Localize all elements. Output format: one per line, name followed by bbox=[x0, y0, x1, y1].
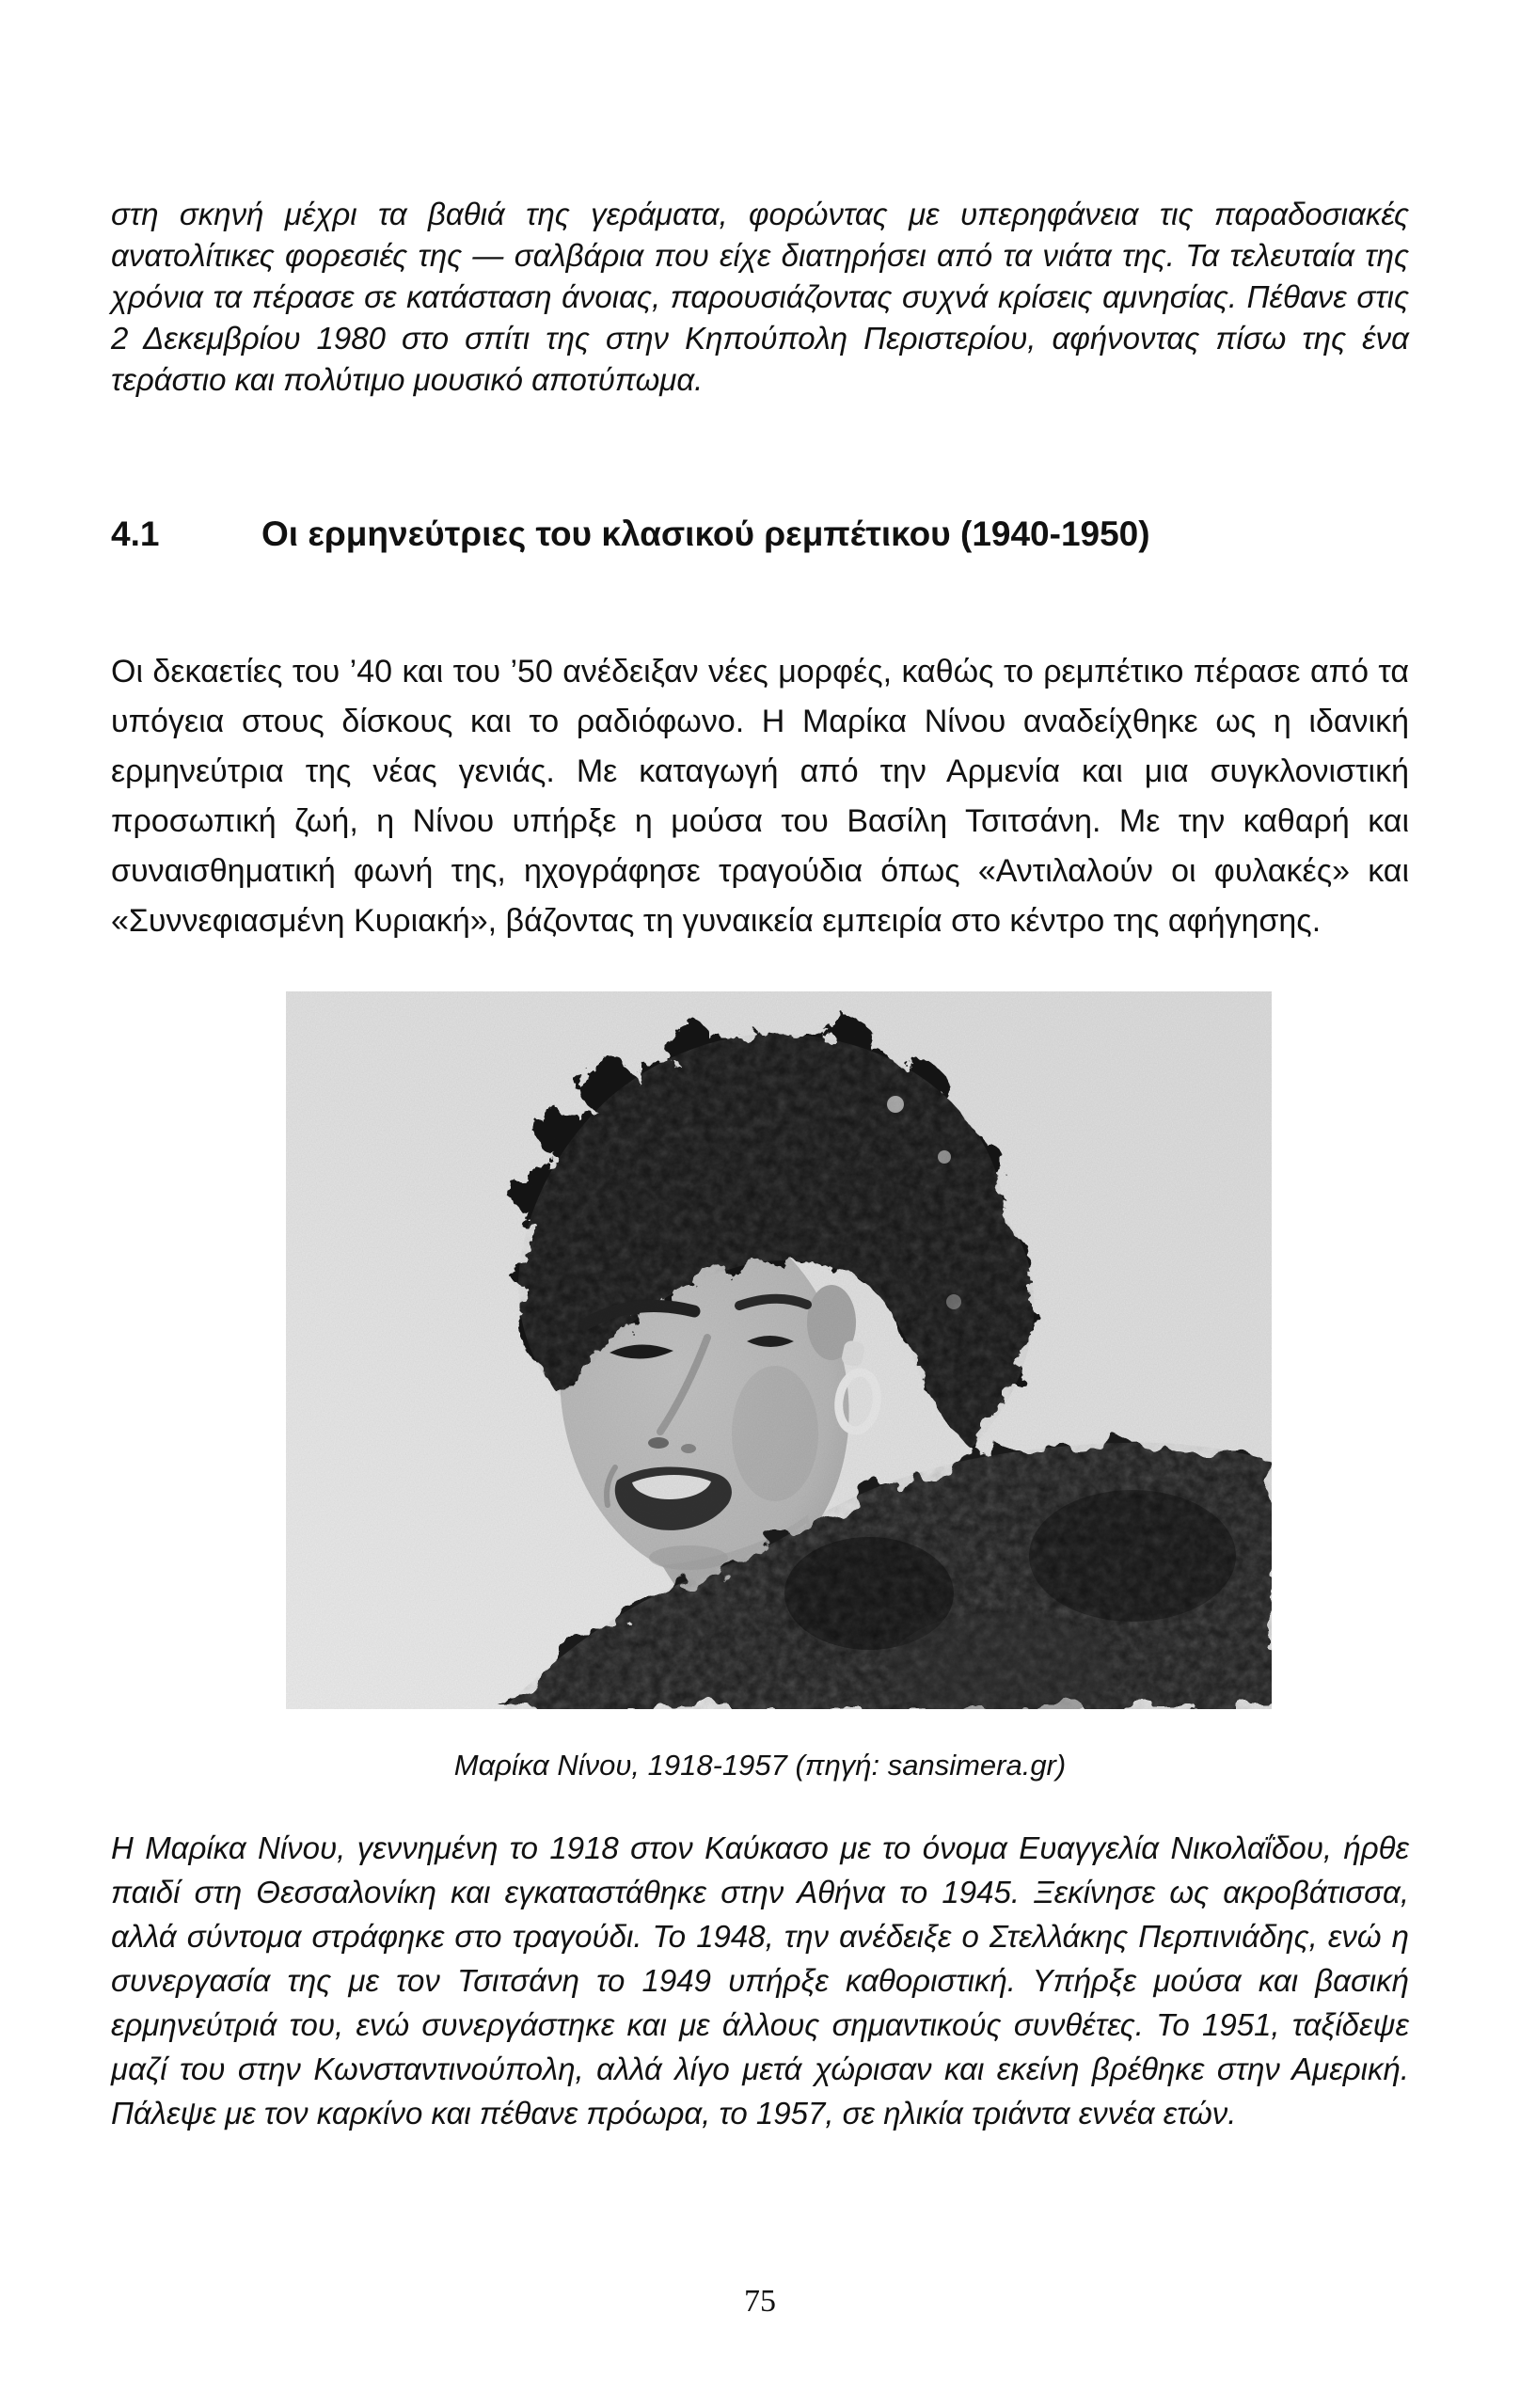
bio-paragraph: Η Μαρίκα Νίνου, γεννημένη το 1918 στον Καύκασο με το όνομα Ευαγγελία Νικολαΐδου, ήρθε παιδί στη Θεσσαλονίκη και εγκαταστάθηκε στην Αθήνα το 1945. Ξεκίνησε ως ακροβάτισσα, αλλά σύντομα στράφηκε στο τραγούδι. Το 1948, την ανέδειξε ο Στελλάκης Περπινιάδης, ενώ η συνεργασία της με τον Τσιτσάνη το 1949 υπήρξε καθοριστική. Υπήρξε μούσα και βασική ερμηνεύτριά του, ενώ συνεργάστηκε και με άλλους σημαντικούς συνθέτες. Το 1951, ταξίδεψε μαζί του στην Κωνσταντινούπολη, αλλά λίγο μετά χώρισαν και εκείνη βρέθηκε στην Αμερική. Πάλεψε με τον καρκίνο και πέθανε πρόωρα, το 1957, σε ηλικία τριάντα εννέα ετών. bbox=[111, 1830, 1409, 2131]
portrait-photo bbox=[286, 991, 1272, 1709]
section-number: 4.1 bbox=[111, 515, 160, 553]
portrait-photo-art bbox=[286, 991, 1272, 1709]
section-heading bbox=[111, 512, 1409, 557]
portrait-figure bbox=[111, 991, 1409, 1784]
intro-paragraph: στη σκηνή μέχρι τα βαθιά της γεράματα, φορώντας με υπερηφάνεια τις παραδοσιακές ανατολίτικες φορεσιές της — σαλβάρια που είχε διατηρήσει από τα νιάτα της. Τα τελευταία της χρόνια τα πέρασε σε κατάσταση άνοιας, παρουσιάζοντας συχνά κρίσεις αμνησίας. Πέθανε στις 2 Δεκεμβρίου 1980 στο σπίτι της στην Κηπούπολη Περιστερίου, αφήνοντας πίσω της ένα τεράστιο και πολύτιμο μουσικό αποτύπωμα. bbox=[111, 197, 1409, 397]
page-number: 75 bbox=[744, 2284, 776, 2319]
section-title: Οι ερμηνεύτριες του κλασικού ρεμπέτικου (1940-1950) bbox=[261, 515, 1150, 553]
body-paragraph: Οι δεκαετίες του ’40 και του ’50 ανέδειξαν νέες μορφές, καθώς το ρεμπέτικο πέρασε από τα υπόγεια στους δίσκους και το ραδιόφωνο. Η Μαρίκα Νίνου αναδείχθηκε ως η ιδανική ερμηνεύτρια της νέας γενιάς. Με καταγωγή από την Αρμενία και μια συγκλονιστική προσωπική ζωή, η Νίνου υπήρξε η μούσα του Βασίλη Τσιτσάνη. Με την καθαρή και συναισθηματική φωνή της, ηχογράφησε τραγούδια όπως «Αντιλαλούν οι φυλακές» και «Συννεφιασμένη Κυριακή», βάζοντας τη γυναικεία εμπειρία στο κέντρο της αφήγησης. bbox=[111, 654, 1409, 939]
photo-caption: Μαρίκα Νίνου, 1918-1957 (πηγή: sansimera.gr) bbox=[453, 1749, 1067, 1782]
photo-grain bbox=[286, 991, 1272, 1709]
